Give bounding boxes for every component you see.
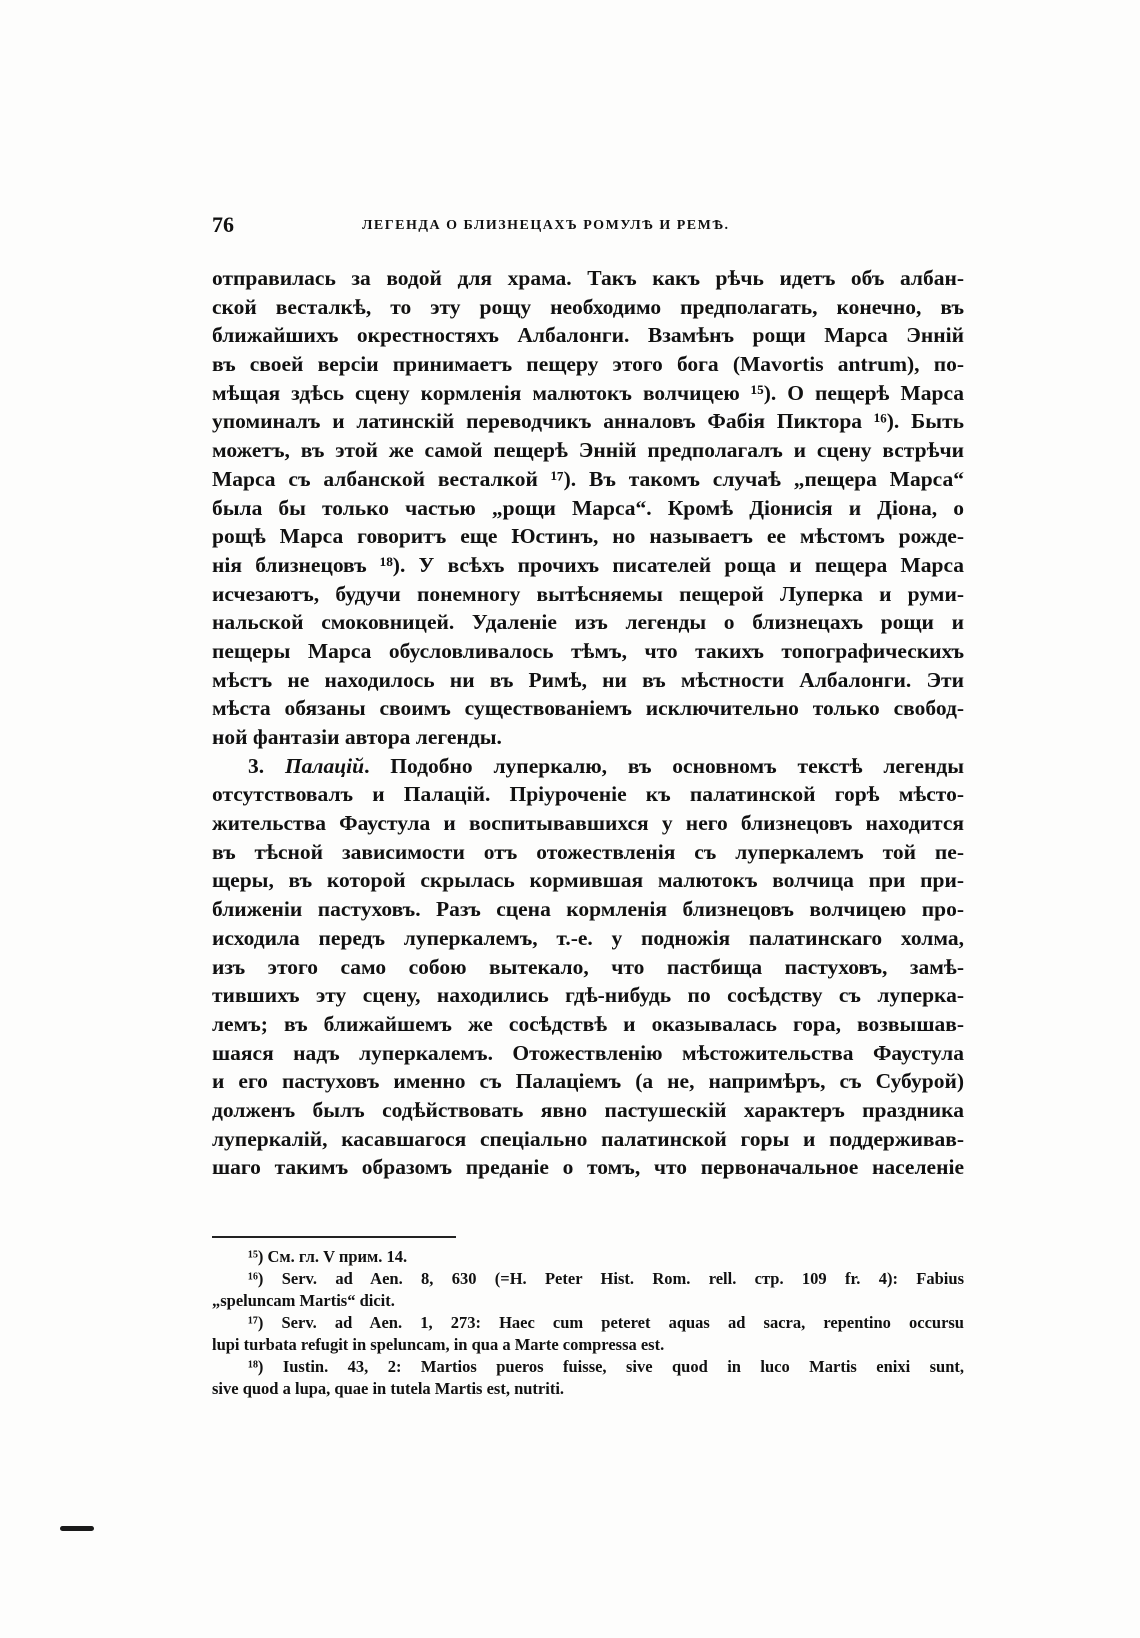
text-line: ской весталкѣ, то эту рощу необходимо предполагать, конечно, въ	[212, 294, 964, 319]
section-title: Палацій	[284, 753, 365, 778]
section-first-line: . Подобно луперкалю, въ основномъ текстѣ легенды	[364, 753, 964, 778]
footnote-line: ¹⁶) Serv. ad Aen. 8, 630 (=H. Peter Hist. Rom. rell. стр. 109 fr. 4): Fabius	[248, 1269, 964, 1288]
text-line: въ тѣсной зависимости отъ отожествленія съ луперкалемъ той пе-	[212, 839, 964, 864]
text-line: шаго такимъ образомъ преданіе о томъ, что первоначальное населеніе	[212, 1155, 964, 1180]
text-line: Марса съ албанской весталкой ¹⁷). Въ такомъ случаѣ „пещера Марса“	[212, 466, 964, 491]
text-line: исчезаютъ, будучи понемногу вытѣсняемы пещерой Луперка и руми-	[212, 581, 964, 606]
section-number: 3.	[248, 753, 265, 778]
footnote-line: ¹⁸) Iustin. 43, 2: Martios pueros fuisse, sive quod in luco Martis enixi sunt,	[248, 1357, 964, 1376]
text-line: пещеры Марса обусловливалось тѣмъ, что такихъ топографическихъ	[212, 638, 964, 663]
text-line: отправилась за водой для храма. Такъ какъ рѣчь идетъ объ албан-	[212, 266, 964, 290]
text-line: шаяся надъ луперкалемъ. Отожествленію мѣстожительства Фаустула	[212, 1040, 964, 1065]
text-line: изъ этого само собою вытекало, что пастбища пастуховъ, замѣ-	[212, 954, 964, 979]
page-header	[212, 212, 964, 242]
text-line: нія близнецовъ ¹⁸). У всѣхъ прочихъ писателей роща и пещера Марса	[212, 552, 964, 577]
text-line: мѣстъ не находилось ни въ Римѣ, ни въ мѣстности Албалонги. Эти	[212, 667, 964, 692]
text-line: ближеніи пастуховъ. Разъ сцена кормленія близнецовъ волчицею про-	[212, 897, 964, 922]
scan-artifact	[60, 1526, 94, 1531]
footnote-line: ¹⁵) См. гл. V прим. 14.	[248, 1247, 408, 1266]
footnote-line: ¹⁷) Serv. ad Aen. 1, 273: Haec cum peteret aquas ad sacra, repentino occursu	[248, 1313, 964, 1332]
text-line: жительства Фаустула и воспитывавшихся у него близнецовъ находится	[212, 811, 964, 836]
text-line: рощѣ Марса говоритъ еще Юстинъ, но называетъ ее мѣстомъ рожде-	[212, 524, 964, 549]
text-line: тившихъ эту сцену, находились гдѣ-нибудь по сосѣдству съ луперка-	[212, 983, 964, 1008]
text-line: исходила передъ луперкалемъ, т.-е. у подножія палатинскаго холма,	[212, 925, 964, 950]
text-line: въ своей версіи принимаетъ пещеру этого бога (Mavortis antrum), по-	[212, 352, 964, 377]
text-line: нальской смоковницей. Удаленіе изъ легенды о близнецахъ рощи и	[212, 610, 964, 635]
text-line: отсутствовалъ и Палацій. Пріуроченіе къ палатинской горѣ мѣсто-	[212, 782, 964, 807]
text-line: упоминалъ и латинскій переводчикъ анналовъ Фабія Пиктора ¹⁶). Быть	[212, 409, 964, 434]
page-number: 76	[212, 212, 234, 237]
footnote-line: lupi turbata refugit in speluncam, in qua a Marte compressa est.	[212, 1335, 665, 1354]
text-line: и его пастуховъ именно съ Палаціемъ (а не, напримѣръ, съ Субурой)	[212, 1069, 964, 1094]
main-text	[212, 264, 964, 1182]
text-line: долженъ былъ содѣйствовать явно пастушескій характеръ праздника	[212, 1097, 964, 1122]
running-title: ЛЕГЕНДА О БЛИЗНЕЦАХЪ РОМУЛѢ И РЕМѢ.	[362, 218, 730, 233]
footnote-line: „speluncam Martis“ dicit.	[212, 1291, 395, 1310]
text-line: ной фантазіи автора легенды.	[212, 725, 502, 749]
footnotes	[212, 1246, 964, 1400]
text-line: мѣста обязаны своимъ существованіемъ исключительно только свобод-	[212, 696, 964, 721]
footnote-separator	[212, 1236, 456, 1238]
text-line: была бы только частью „рощи Марса“. Кромѣ Діонисія и Діона, о	[212, 495, 964, 520]
text-line: щеры, въ которой скрылась кормившая малютокъ волчица при при-	[212, 868, 964, 893]
footnote-line: sive quod a lupa, quae in tutela Martis est, nutriti.	[212, 1379, 565, 1398]
text-line: ближайшихъ окрестностяхъ Албалонги. Взамѣнъ рощи Марса Энній	[212, 323, 964, 348]
section-heading-line	[212, 752, 964, 781]
text-line: можетъ, въ этой же самой пещерѣ Энній предполагалъ и сцену встрѣчи	[212, 438, 964, 463]
text-line: лемъ; въ ближайшемъ же сосѣдствѣ и оказывалась гора, возвышав-	[212, 1011, 964, 1036]
text-line: луперкалій, касавшагося спеціально палатинской горы и поддерживав-	[212, 1126, 964, 1151]
text-line: мѣщая здѣсь сцену кормленія малютокъ волчицею ¹⁵). О пещерѣ Марса	[212, 380, 964, 405]
